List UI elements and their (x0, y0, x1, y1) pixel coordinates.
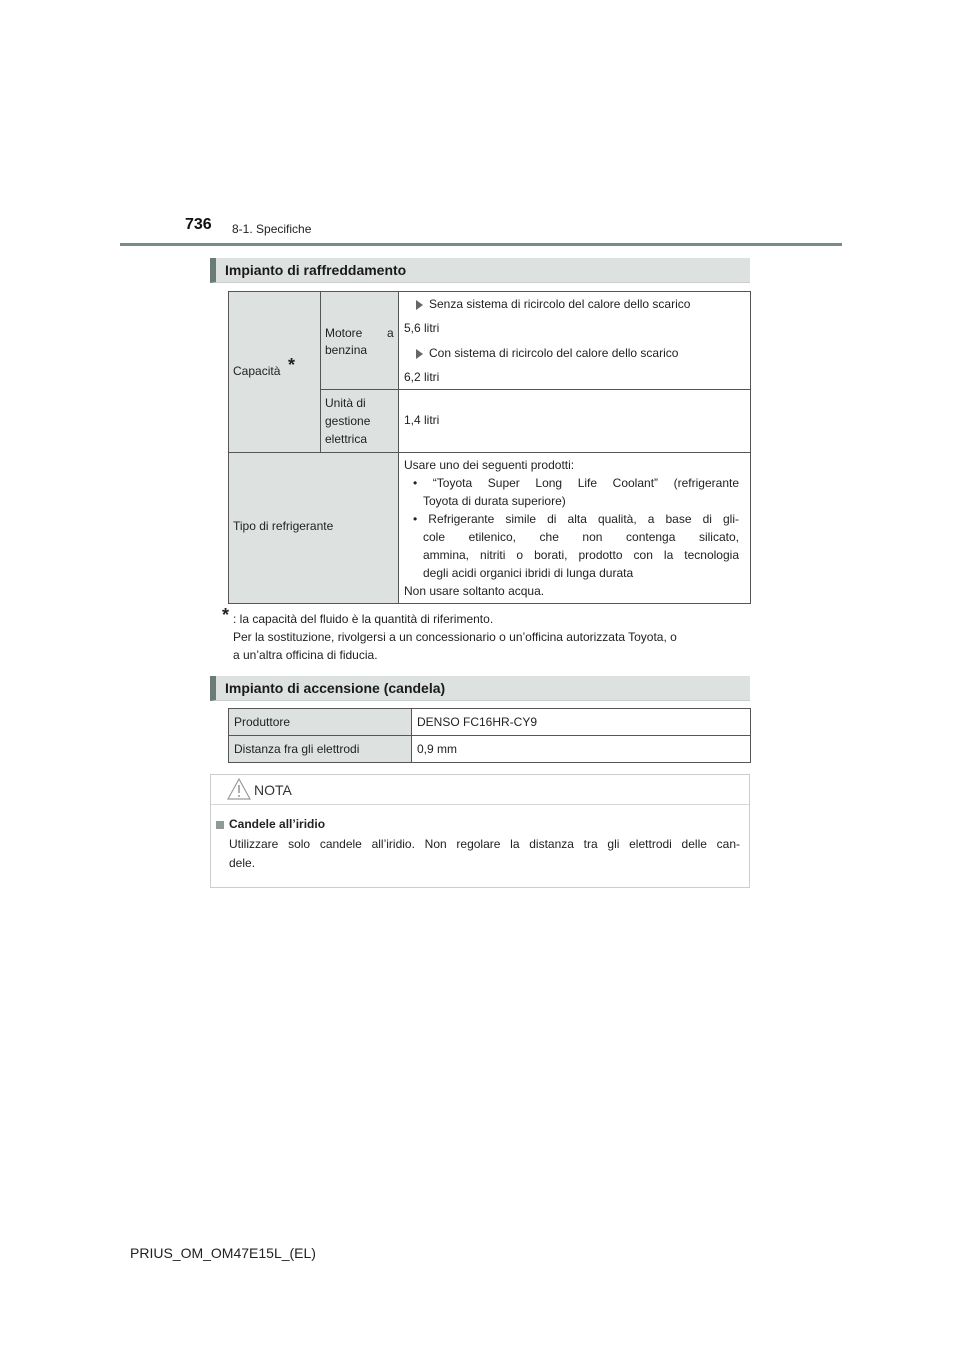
coolant-type-label: Tipo di refrigerante (233, 519, 334, 533)
nota-body-line-1: Utilizzare solo candele all’iridio. Non regolare la distanza tra gli elettrodi delle can- (229, 837, 740, 851)
coolant-bullet-1-line-1: • “Toyota Super Long Life Coolant” (refrigerante (413, 476, 739, 490)
nota-box (210, 774, 750, 888)
coolant-bullet-2-line-2: cole etilenico, che non contenga silicato, (423, 530, 739, 544)
capacity-label: Capacità (233, 364, 281, 378)
coolant-bullet-1-line-2: Toyota di durata superiore) (423, 494, 566, 508)
option-exhaust-recirc-value: 6,2 litri (404, 370, 440, 384)
footnote-line-1: : la capacità del fluido è la quantità di riferimento. (233, 612, 494, 626)
option-exhaust-recirc (416, 346, 678, 360)
option-no-exhaust-recirc (416, 297, 690, 311)
option-no-exhaust-recirc-value: 5,6 litri (404, 321, 440, 335)
pcu-label-3: elettrica (325, 432, 368, 446)
capacity-cell (229, 292, 321, 453)
triangle-bullet-icon (416, 300, 423, 310)
nota-body-line-2: dele. (229, 856, 256, 870)
table-row (229, 709, 751, 736)
pcu-capacity-value: 1,4 litri (404, 413, 440, 427)
section-header-ignition-title: Impianto di accensione (candela) (225, 680, 446, 696)
footnote-line-3: a un’altra officina di fiducia. (233, 648, 378, 662)
table-row (229, 736, 751, 763)
petrol-engine-label-a: a (387, 326, 394, 340)
coolant-intro: Usare uno dei seguenti prodotti: (404, 458, 575, 472)
pcu-label-1: Unità di (325, 396, 366, 410)
footnote-mark: * (222, 605, 230, 625)
coolant-bullet-2-line-3: ammina, nitriti o borati, prodotto con la tecnologia (423, 548, 739, 562)
pcu-capacity-cell (399, 390, 751, 453)
section-header-ignition (210, 676, 750, 701)
pcu-cell (321, 390, 399, 453)
coolant-bullet-2-line-1: • Refrigerante simile di alta qualità, a base di gli- (413, 512, 739, 526)
square-bullet-icon (216, 821, 224, 829)
section-title: 8-1. Specifiche (232, 222, 312, 236)
warning-triangle-icon (227, 778, 251, 800)
nota-heading: Candele all’iridio (229, 817, 326, 831)
petrol-engine-label-1: Motore (325, 326, 363, 340)
ignition-value-gap: 0,9 mm (412, 736, 751, 763)
ignition-value-manufacturer: DENSO FC16HR-CY9 (412, 709, 751, 736)
ignition-label-manufacturer: Produttore (229, 709, 412, 736)
petrol-capacity-cell (399, 292, 751, 390)
petrol-engine-label-2: benzina (325, 343, 368, 357)
page-number: 736 (185, 216, 212, 233)
ignition-label-gap: Distanza fra gli elettrodi (229, 736, 412, 763)
coolant-type-cell (229, 453, 399, 604)
pcu-label-2: gestione (325, 414, 371, 428)
section-header-cooling-title: Impianto di raffreddamento (225, 262, 407, 278)
cooling-table (228, 291, 751, 604)
coolant-bullet-2-line-4: degli acidi organici ibridi di lunga durata (423, 566, 634, 580)
nota-title: NOTA (254, 782, 292, 798)
header-rule (120, 243, 842, 246)
document-code: PRIUS_OM_OM47E15L_(EL) (130, 1245, 316, 1261)
coolant-products-cell (399, 453, 751, 604)
footnote-line-2: Per la sostituzione, rivolgersi a un concessionario o un’officina autorizzata Toyota, o (233, 630, 677, 644)
nota-divider (211, 804, 749, 805)
triangle-bullet-icon (416, 349, 423, 359)
capacity-footnote-mark: * (288, 355, 296, 375)
option-no-exhaust-recirc-label: Senza sistema di ricircolo del calore dello scarico (429, 297, 691, 311)
coolant-note: Non usare soltanto acqua. (404, 584, 545, 598)
petrol-engine-cell (321, 292, 399, 390)
section-header-cooling (210, 258, 750, 283)
ignition-table (228, 708, 751, 763)
option-exhaust-recirc-label: Con sistema di ricircolo del calore dello scarico (429, 346, 679, 360)
